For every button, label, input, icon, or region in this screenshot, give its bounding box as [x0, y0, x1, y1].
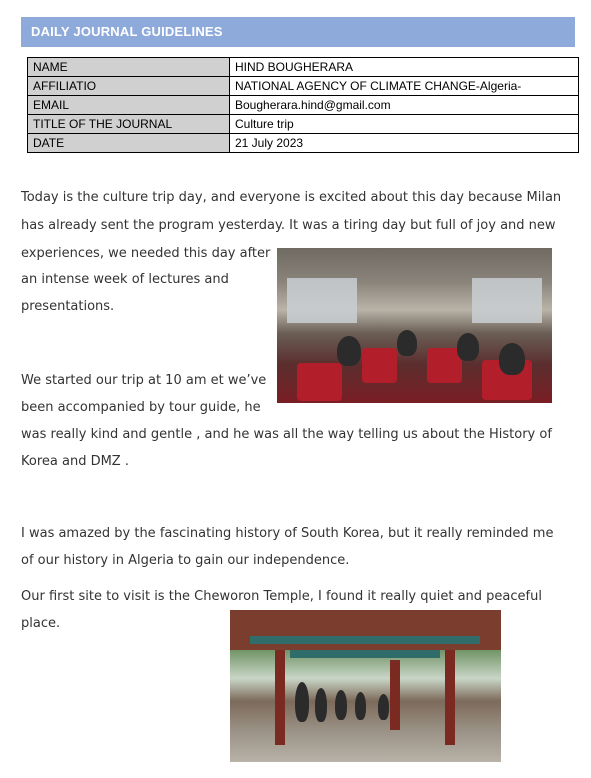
info-value: Bougherara.hind@gmail.com	[230, 96, 579, 115]
paragraph-line: place.	[21, 616, 61, 631]
paragraph-line: Korea and DMZ .	[21, 454, 129, 469]
paragraph-line: been accompanied by tour guide, he	[21, 400, 261, 415]
info-value: NATIONAL AGENCY OF CLIMATE CHANGE-Algeria-	[230, 77, 579, 96]
temple-photo	[230, 610, 501, 762]
info-table	[27, 57, 579, 153]
info-row-date	[28, 134, 579, 153]
paragraph-line: I was amazed by the fascinating history of South Korea, but it really reminded me	[21, 526, 554, 541]
paragraph-line: Today is the culture trip day, and everyone is excited about this day because Milan	[21, 190, 562, 205]
paragraph-line: has already sent the program yesterday. It was a tiring day but full of joy and new	[21, 218, 556, 233]
paragraph-line: of our history in Algeria to gain our independence.	[21, 553, 350, 568]
info-row-affiliation	[28, 77, 579, 96]
info-label: NAME	[28, 58, 230, 77]
info-label: TITLE OF THE JOURNAL	[28, 115, 230, 134]
paragraph-line: Our first site to visit is the Cheworon Temple, I found it really quiet and peaceful	[21, 589, 542, 604]
paragraph-line: an intense week of lectures and	[21, 272, 229, 287]
journal-header: DAILY JOURNAL GUIDELINES	[21, 17, 575, 47]
paragraph-line: presentations.	[21, 299, 115, 314]
info-label: DATE	[28, 134, 230, 153]
paragraph-line: was really kind and gentle , and he was all the way telling us about the History of	[21, 427, 552, 442]
info-row-email	[28, 96, 579, 115]
bus-photo	[277, 248, 552, 403]
info-value: Culture trip	[230, 115, 579, 134]
paragraph-line: experiences, we needed this day after	[21, 246, 271, 261]
info-row-title	[28, 115, 579, 134]
paragraph-line: We started our trip at 10 am et we’ve	[21, 373, 267, 388]
info-row-name	[28, 58, 579, 77]
info-label: EMAIL	[28, 96, 230, 115]
info-value: HIND BOUGHERARA	[230, 58, 579, 77]
info-label: AFFILIATIO	[28, 77, 230, 96]
info-value: 21 July 2023	[230, 134, 579, 153]
